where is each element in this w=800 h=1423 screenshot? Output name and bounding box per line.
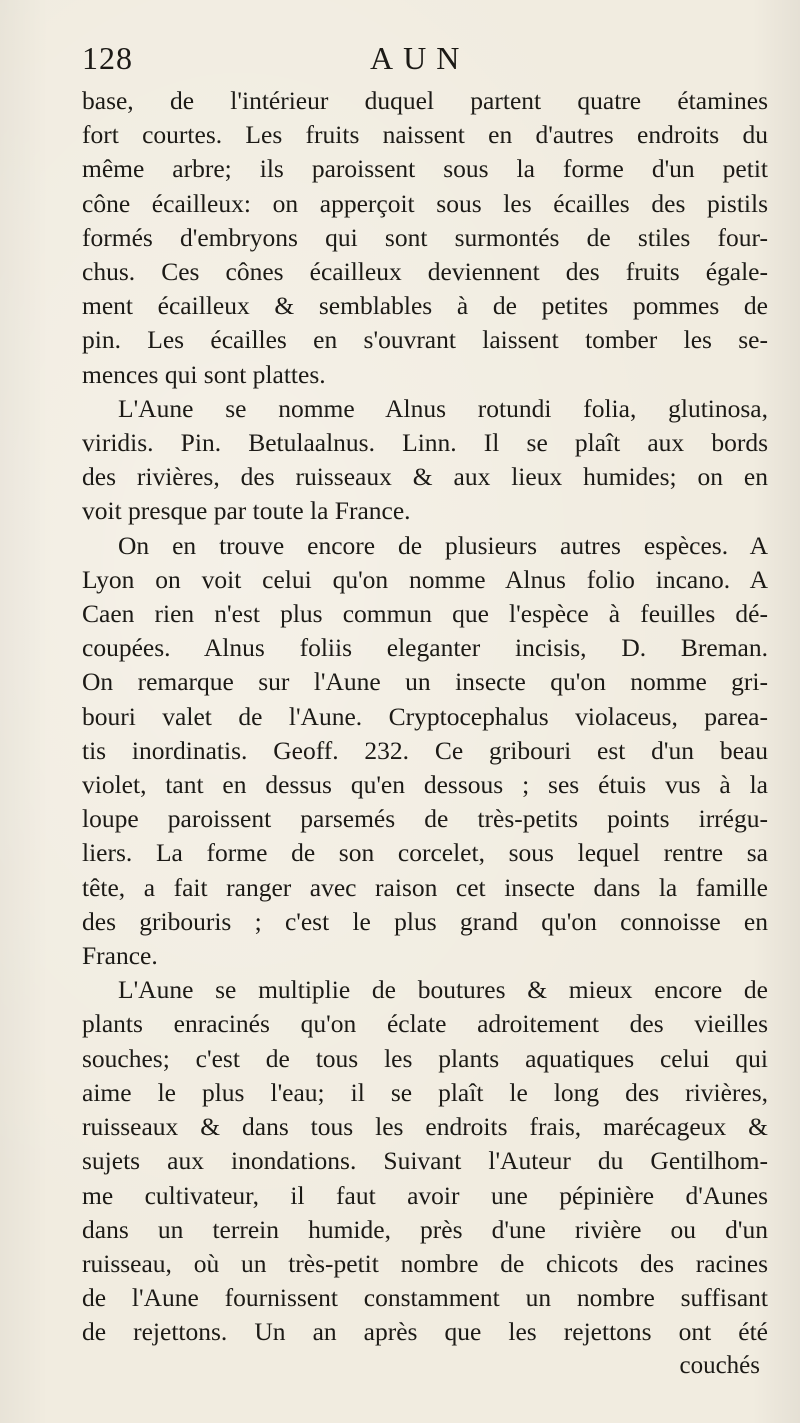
text-line: tis inordinatis. Geoff. 232. Ce gribouri est d'un beau [82,735,768,765]
paragraph-2 [82,392,768,529]
text-line: de rejettons. Un an après que les rejettons ont été [82,1317,768,1347]
text-line: coupées. Alnus foliis eleganter incisis, D. Breman. [82,633,768,663]
paragraph-1 [82,84,768,392]
text-line: viridis. Pin. Betulaalnus. Linn. Il se plaît aux bords [82,428,768,458]
text-line: violet, tant en dessus qu'en dessous ; ses étuis vus à la [82,770,768,800]
running-title: AUN [370,40,470,76]
text-line: tête, a fait ranger avec raison cet insecte dans la famille [82,872,768,902]
paragraph-4 [82,973,768,1349]
text-line: voit presque par toute la France. [82,496,411,526]
text-line: On remarque sur l'Aune un insecte qu'on nomme gri- [82,667,768,697]
text-line: fort courtes. Les fruits naissent en d'autres endroits du [82,120,768,150]
text-line: mences qui sont plattes. [82,359,326,389]
text-line: formés d'embryons qui sont surmontés de stiles four- [82,222,768,252]
paragraph-3 [82,529,768,974]
text-line: plants enracinés qu'on éclate adroitement des vieilles [82,1009,768,1039]
text-line: des gribouris ; c'est le plus grand qu'on connoisse en [82,906,768,936]
text-line: liers. La forme de son corcelet, sous lequel rentre sa [82,838,768,868]
text-line: me cultivateur, il faut avoir une pépinière d'Aunes [82,1180,768,1210]
text-line: des rivières, des ruisseaux & aux lieux humides; on en [82,462,768,492]
text-line: L'Aune se nomme Alnus rotundi folia, glutinosa, [118,393,768,423]
text-line: Lyon on voit celui qu'on nomme Alnus folio incano. A [82,564,768,594]
text-line: sujets aux inondations. Suivant l'Auteur du Gentilhom- [82,1146,768,1176]
text-line: cône écailleux: on apperçoit sous les écailles des pistils [82,188,768,218]
text-line: ruisseau, où un très-petit nombre de chicots des racines [82,1248,768,1278]
text-line: France. [82,941,158,971]
text-line: pin. Les écailles en s'ouvrant laissent tomber les se- [82,325,768,355]
text-line: Caen rien n'est plus commun que l'espèce à feuilles dé- [82,599,768,629]
text-line: même arbre; ils paroissent sous la forme d'un petit [82,154,768,184]
text-line: aime le plus l'eau; il se plaît le long des rivières, [82,1077,768,1107]
text-line: chus. Ces cônes écailleux deviennent des fruits égale- [82,257,768,287]
catchword: couchés [679,1352,760,1379]
body-text [82,84,768,1350]
text-line: L'Aune se multiplie de boutures & mieux encore de [118,975,768,1005]
text-line: souches; c'est de tous les plants aquatiques celui qui [82,1043,768,1073]
text-line: bouri valet de l'Aune. Cryptocephalus violaceus, parea- [82,701,768,731]
page-header [70,40,760,84]
text-line: ruisseaux & dans tous les endroits frais, marécageux & [82,1112,768,1142]
page-number: 128 [82,40,133,76]
text-line: On en trouve encore de plusieurs autres espèces. A [118,530,768,560]
text-line: ment écailleux & semblables à de petites pommes de [82,291,768,321]
text-line: base, de l'intérieur duquel partent quatre étamines [82,86,768,115]
text-line: dans un terrein humide, près d'une rivière ou d'un [82,1214,768,1244]
text-line: loupe paroissent parsemés de très-petits points irrégu- [82,804,768,834]
text-line: de l'Aune fournissent constamment un nombre suffisant [82,1283,768,1313]
